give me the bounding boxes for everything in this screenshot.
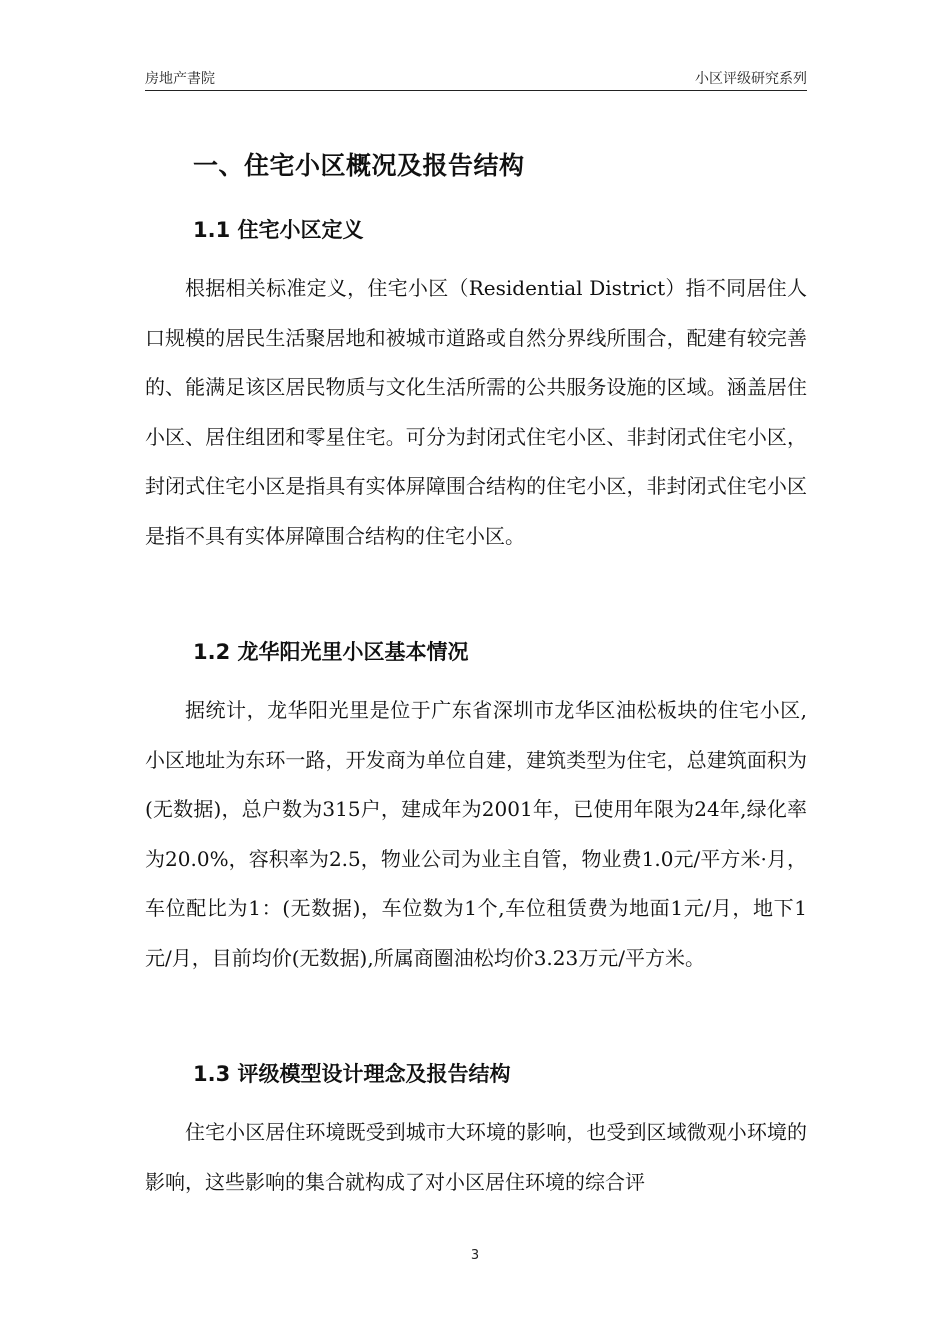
section-paragraph-1-3: 住宅小区居住环境既受到城市大环境的影响，也受到区域微观小环境的影响，这些影响的集合就构成了对小区居住环境的综合评 bbox=[145, 1120, 807, 1194]
header-series-title: 小区评级研究系列 bbox=[695, 71, 807, 87]
chapter-title: 一、住宅小区概况及报告结构 bbox=[193, 151, 525, 180]
header-divider bbox=[145, 90, 807, 91]
page-number: 3 bbox=[470, 1248, 480, 1263]
section-heading-1-3: 1.3 评级模型设计理念及报告结构 bbox=[193, 1062, 511, 1086]
page-header bbox=[145, 66, 807, 88]
section-paragraph-1-2: 据统计，龙华阳光里是位于广东省深圳市龙华区油松板块的住宅小区,小区地址为东环一路，开发商为单位自建，建筑类型为住宅，总建筑面积为(无数据)，总户数为315户，建成年为2001年，已使用年限为24年,绿化率为20.0%，容积率为2.5，物业公司为业主自管，物业费1.0元/平方米·月，车位配比为1：(无数据)，车位数为1个,车位租赁费为地面1元/月，地下1元/月，目前均价(无数据),所属商圈油松均价3.23万元/平方米。 bbox=[145, 698, 807, 970]
header-publisher: 房地产書院 bbox=[145, 71, 215, 87]
section-heading-1-2: 1.2 龙华阳光里小区基本情况 bbox=[193, 640, 469, 664]
section-heading-1-1: 1.1 住宅小区定义 bbox=[193, 218, 364, 242]
section-paragraph-1-1: 根据相关标准定义，住宅小区（Residential District）指不同居住人口规模的居民生活聚居地和被城市道路或自然分界线所围合，配建有较完善的、能满足该区居民物质与文化生活所需的公共服务设施的区域。涵盖居住小区、居住组团和零星住宅。可分为封闭式住宅小区、非封闭式住宅小区，封闭式住宅小区是指具有实体屏障围合结构的住宅小区，非封闭式住宅小区是指不具有实体屏障围合结构的住宅小区。 bbox=[145, 276, 807, 548]
